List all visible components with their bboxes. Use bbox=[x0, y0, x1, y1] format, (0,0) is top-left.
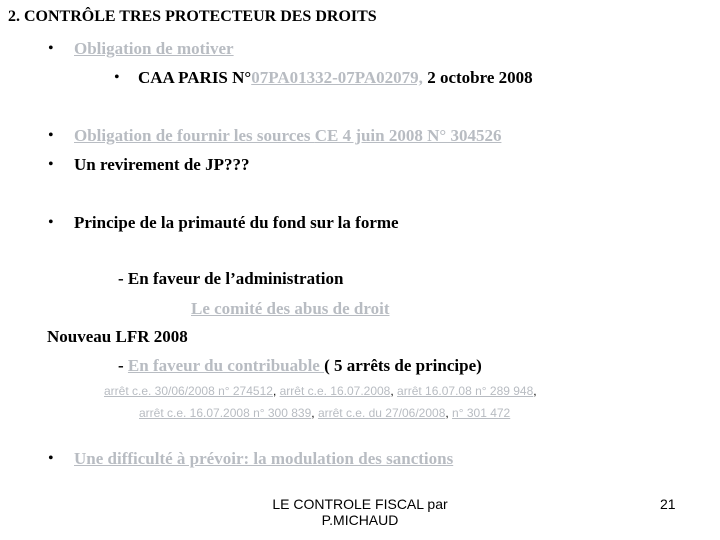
references-line-1 bbox=[104, 384, 537, 398]
difficulte-link[interactable]: Une difficulté à prévoir: la modulation des sanctions bbox=[74, 449, 454, 468]
comma: , bbox=[445, 406, 453, 420]
bullet-dot: • bbox=[48, 450, 54, 467]
footer-text bbox=[260, 496, 460, 528]
ref-link-4[interactable]: arrêt c.e. 16.07.2008 n° 300 839 bbox=[139, 406, 312, 420]
nouveau-lfr-text: Nouveau LFR 2008 bbox=[47, 327, 188, 346]
caa-reference-link[interactable]: 07PA01332-07PA02079, bbox=[251, 68, 423, 87]
dash: - bbox=[118, 356, 128, 375]
contribuable-link[interactable]: En faveur du contribuable bbox=[127, 356, 325, 375]
bullet-dot: • bbox=[48, 127, 54, 144]
ce-reference-link[interactable]: CE 4 juin 2008 N° 304526 bbox=[314, 126, 502, 145]
bullet-dot: • bbox=[48, 156, 54, 173]
bullet-dot: • bbox=[48, 40, 54, 57]
comite-abus-link[interactable]: Le comité des abus de droit bbox=[191, 299, 390, 318]
obligation-sources-link[interactable]: Obligation de fournir les sources bbox=[74, 126, 315, 145]
footer-line-1: LE CONTROLE FISCAL par bbox=[272, 496, 448, 512]
principe-text: Principe de la primauté du fond sur la forme bbox=[74, 213, 399, 232]
caa-line bbox=[138, 68, 533, 88]
contribuable-line bbox=[118, 356, 482, 376]
comma: , bbox=[390, 384, 398, 398]
references-line-2 bbox=[139, 406, 510, 420]
footer-line-2: P.MICHAUD bbox=[321, 512, 399, 528]
page-number: 21 bbox=[660, 496, 676, 512]
ref-link-2[interactable]: arrêt c.e. 16.07.2008 bbox=[279, 384, 391, 398]
comma: , bbox=[272, 384, 280, 398]
ref-link-3[interactable]: arrêt 16.07.08 n° 289 948 bbox=[397, 384, 534, 398]
obligation-motiver-link[interactable]: Obligation de motiver bbox=[74, 39, 234, 58]
comma: , bbox=[311, 406, 318, 420]
caa-prefix: CAA PARIS N° bbox=[138, 68, 252, 87]
ref-link-1[interactable]: arrêt c.e. 30/06/2008 n° 274512 bbox=[104, 384, 273, 398]
admin-line: - En faveur de l’administration bbox=[118, 269, 344, 288]
caa-date: 2 octobre 2008 bbox=[422, 68, 533, 87]
bullet-dot: • bbox=[48, 214, 54, 231]
ref-link-6[interactable]: n° 301 472 bbox=[452, 406, 511, 420]
ref-link-5[interactable]: arrêt c.e. du 27/06/2008 bbox=[317, 406, 446, 420]
bullet-dot: • bbox=[114, 69, 120, 86]
sources-line bbox=[74, 126, 501, 146]
comma: , bbox=[533, 384, 537, 398]
slide-title: 2. CONTRÔLE TRES PROTECTEUR DES DROITS bbox=[8, 8, 377, 25]
arrets-text: ( 5 arrêts de principe) bbox=[324, 356, 482, 375]
revirement-text: Un revirement de JP??? bbox=[74, 155, 250, 174]
